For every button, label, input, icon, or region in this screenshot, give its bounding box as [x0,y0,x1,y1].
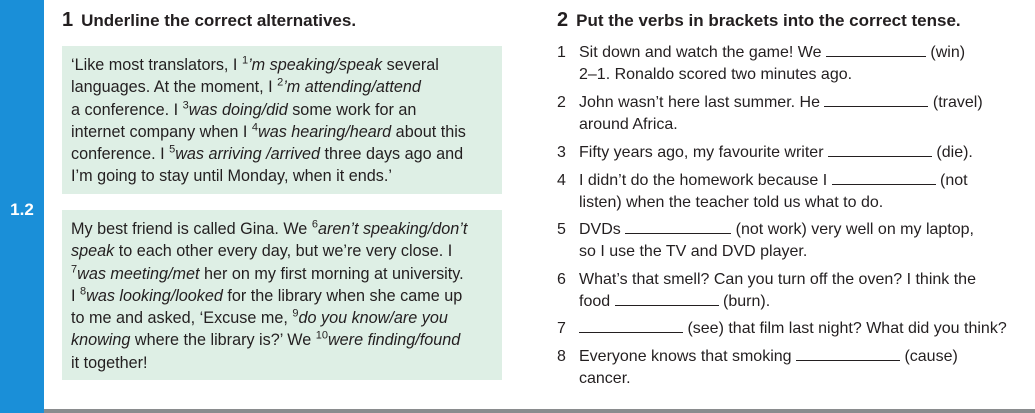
question-text: around Africa. [579,116,678,134]
alternative-choice[interactable]: speak [71,242,115,261]
gap-number: 5 [169,143,176,156]
verb-hint: (not [935,172,968,189]
exercise-1-text-box-2 [62,210,502,380]
box2-text: it together! [71,353,148,372]
alternative-choice[interactable]: knowing [71,331,131,350]
alternative-choice[interactable]: was hearing/heard [258,122,392,141]
box1-text: a conference. I [71,100,183,119]
question-text: food [579,293,615,311]
verb-hint: (burn). [718,293,771,311]
verb-hint: (not work) very well on my laptop, [731,221,974,238]
answer-blank[interactable] [832,170,936,185]
verb-hint: (cause) [900,348,958,365]
box1-line [71,54,466,76]
box2-line [71,352,467,374]
alternative-choice[interactable]: ’m speaking/speak [248,56,383,74]
box2-text: I [71,286,80,305]
answer-blank[interactable] [824,92,928,107]
question-number: 7 [557,320,566,337]
question-text: Everyone knows that smoking [579,348,796,365]
box1-text: conference. I [71,145,170,164]
box2-text: to me and asked, ‘Excuse me, [71,309,293,328]
box2-line [71,329,467,351]
exercise-1-text-box-1 [62,46,502,194]
box1-text: some work for an [287,100,417,119]
question-text: so I use the TV and DVD player. [579,243,808,261]
gap-number: 2 [277,76,284,89]
box1-line [71,165,466,187]
box1-text: internet company when I [71,122,252,141]
box1-text: languages. At the moment, I [71,78,278,97]
answer-blank[interactable] [615,291,719,306]
alternative-choice[interactable]: was meeting/met [77,264,200,283]
box2-text: her on my first morning at university. [199,264,464,283]
box1-text: about this [391,122,466,141]
box1-text: three days ago and [320,145,464,164]
alternative-choice[interactable]: ’m attending/attend [283,78,421,97]
exercise-2-title: Put the verbs in brackets into the correct tense. [576,11,961,30]
exercise-2-number: 2 [557,9,569,31]
box2-line [71,263,467,285]
box1-line [71,99,466,121]
alternative-choice[interactable]: was arriving /arrived [175,145,321,164]
box1-line [71,121,466,143]
exercise-1-heading [62,9,356,32]
question-text: Sit down and watch the game! We [579,44,826,61]
box2-line [71,218,467,240]
box2-text: My best friend is called Gina. We [71,220,312,238]
verb-hint: (die). [931,144,973,161]
question-number: 4 [557,172,566,189]
answer-blank[interactable] [579,318,683,333]
box2-text: to each other every day, but we’re very close. I [114,242,453,261]
section-number-label: 1.2 [10,200,34,219]
question-number: 3 [557,144,566,161]
box2-line [71,240,467,262]
box2-line [71,285,467,307]
question-text: What’s that smell? Can you turn off the oven? I think the [579,271,976,288]
gap-number: 3 [182,99,189,112]
box2-text: where the library is?’ We [130,331,316,350]
gap-number: 1 [241,54,249,67]
question-text: Fifty years ago, my favourite writer [579,144,828,161]
question-number: 2 [557,94,566,111]
question-text: I didn’t do the homework because I [579,172,832,189]
gap-number: 9 [292,307,299,320]
question-number: 5 [557,221,566,238]
gap-number: 6 [311,218,318,231]
question-number: 1 [557,44,566,61]
verb-hint: (win) [925,44,966,61]
question-text: DVDs [579,221,626,238]
exercise-2-heading [557,9,961,32]
answer-blank[interactable] [796,346,900,361]
box1-text: I’m going to stay until Monday, when it ends.’ [71,167,392,186]
alternative-choice[interactable]: were finding/found [327,331,461,350]
box1-line [71,143,466,165]
alternative-choice[interactable]: was doing/did [188,100,288,119]
verb-hint: (travel) [928,94,983,111]
text-box-2-lines [71,218,467,374]
gap-number: 10 [315,330,328,343]
answer-blank[interactable] [828,142,932,157]
question-number: 6 [557,271,566,288]
exercise-1-number: 1 [62,9,74,31]
question-text: 2–1. Ronaldo scored two minutes ago. [579,66,853,84]
alternative-choice[interactable]: was looking/looked [86,286,223,305]
gap-number: 8 [80,285,87,298]
answer-blank[interactable] [826,42,926,57]
box1-text: several [382,56,439,74]
bottom-divider [44,409,1035,413]
box1-text: ‘Like most translators, I [71,56,242,74]
box1-line [71,76,466,98]
question-text: cancer. [579,370,631,388]
box2-text: for the library when she came up [222,286,463,305]
alternative-choice[interactable]: aren’t speaking/don’t [317,220,468,238]
text-box-1-lines [71,54,466,188]
question-number: 8 [557,348,566,365]
box2-line [71,307,467,329]
answer-blank[interactable] [625,219,731,234]
alternative-choice[interactable]: do you know/are you [298,309,448,328]
gap-number: 4 [251,121,258,134]
question-text: John wasn’t here last summer. He [579,94,825,111]
question-text: listen) when the teacher told us what to do. [579,194,884,212]
verb-hint: (see) that film last night? What did you think? [683,320,1007,337]
exercise-1-title: Underline the correct alternatives. [81,11,357,30]
gap-number: 7 [71,263,78,276]
